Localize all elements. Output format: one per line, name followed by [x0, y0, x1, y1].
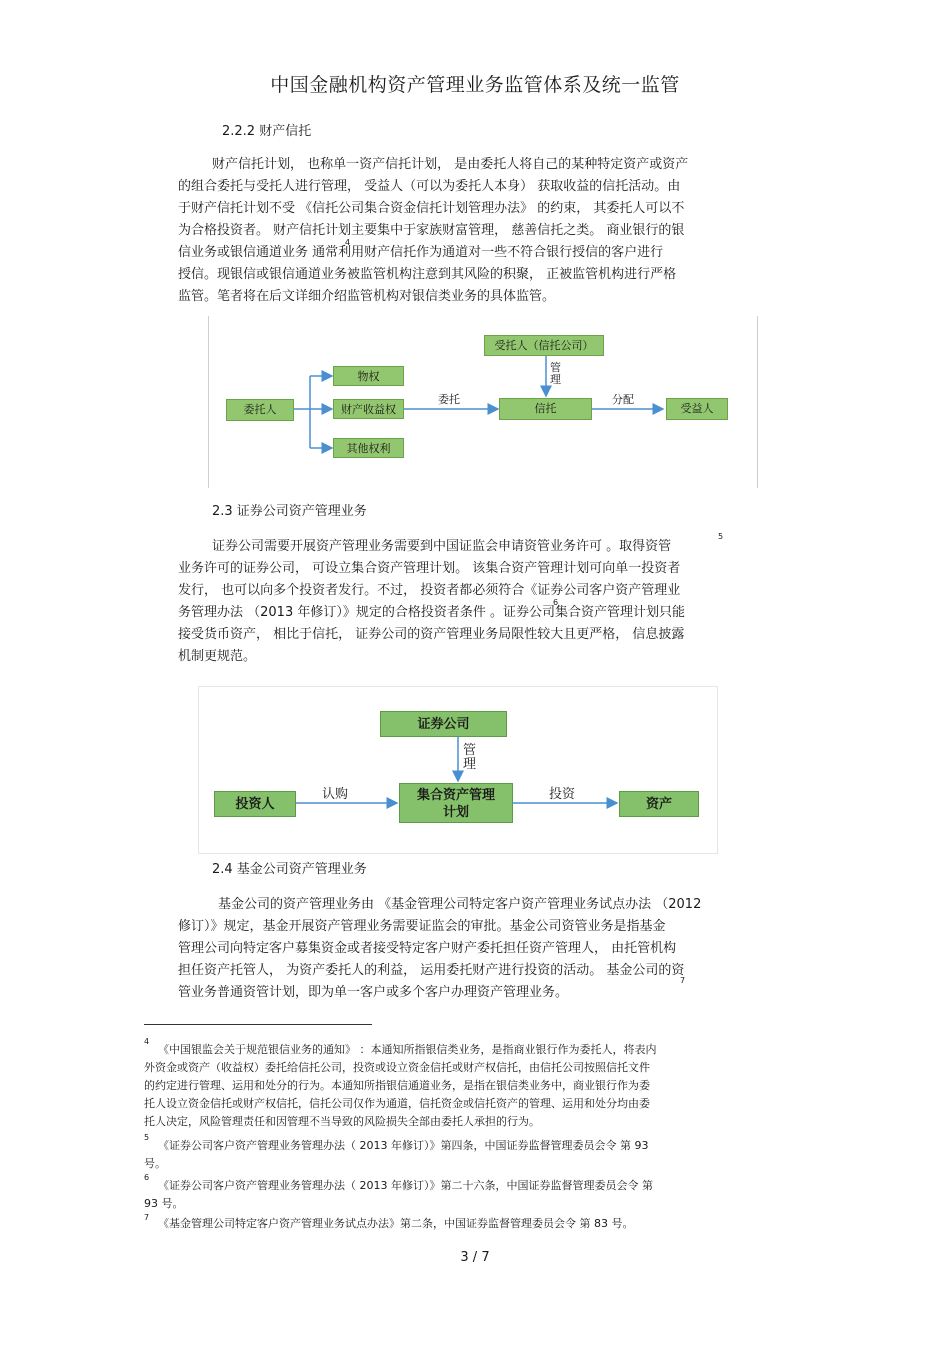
manage-label: 管理 — [463, 743, 477, 772]
text-line: 发行， 也可以向多个投资者发行。不过， 投资者都必须符合《证券公司客户资产管理业 — [178, 583, 681, 598]
collective-plan-box — [399, 783, 513, 823]
assets-box: 资产 — [619, 791, 699, 817]
footnote-number: 6 — [144, 1173, 150, 1182]
footnote-number: 7 — [144, 1213, 150, 1222]
text-line: 业务许可的证券公司， 可设立集合资产管理计划。 该集合资产管理计划可向单一投资者 — [178, 561, 681, 576]
footnote-line: 的约定进行管理、运用和处分的行为。本通知所指银信通道业务，是指在银信类业务中，商业银行作为委 — [144, 1079, 650, 1092]
footnote-separator — [144, 1024, 372, 1025]
securities-company-box: 证券公司 — [380, 711, 507, 737]
text-line: 财产信托计划， 也称单一资产信托计划， 是由委托人将自己的某种特定资产或资产 — [212, 157, 689, 172]
footnote-line: 托人决定，风险管理责任和因管理不当导致的风险损失全部由委托人承担的行为。 — [144, 1115, 540, 1128]
footnote-line: 外资金或资产（收益权）委托给信托公司，投资或设立资金信托或财产权信托，由信托公司按照信托文件 — [144, 1061, 650, 1074]
text-line: 管业务普通资管计划，即为单一客户或多个客户办理资产管理业务。 — [178, 985, 569, 1000]
text-line: 的组合委托与受托人进行管理， 受益人（可以为委托人本身） 获取收益的信托活动。由 — [178, 179, 681, 194]
section-heading-2-4: 2.4 基金公司资产管理业务 — [212, 862, 367, 877]
footnote-line: 《中国银监会关于规范银信业务的通知》 ：本通知所指银信类业务，是指商业银行作为委托人，将表内 — [158, 1043, 657, 1056]
collective-plan-label-2: 计划 — [442, 805, 469, 820]
text-line: 为合格投资者。 财产信托计划主要集中于家族财富管理， 慈善信托之类。 商业银行的银 — [178, 223, 685, 238]
income-right-box: 财产收益权 — [333, 399, 404, 419]
section-heading-2-3: 2.3 证券公司资产管理业务 — [212, 504, 367, 519]
footnote-number: 5 — [144, 1133, 150, 1142]
footnote-line: 93 号。 — [144, 1197, 184, 1210]
footnote-ref-5: 5 — [718, 532, 724, 541]
investor-box: 投资人 — [214, 791, 296, 817]
text-line: 修订）》规定，基金开展资产管理业务需要证监会的审批。基金公司资管业务是指基金 — [178, 919, 666, 934]
trustee-box: 受托人（信托公司） — [484, 335, 604, 356]
footnote-line: 托人设立资金信托或财产权信托，信托公司仅作为通道，信托资金或信托资产的管理、运用和处分均由委 — [144, 1097, 650, 1110]
text-line: 于财产信托计划不受 《信托公司集合资金信托计划管理办法》 的约束， 其委托人可以不 — [178, 201, 685, 216]
text-line: 基金公司的资产管理业务由 《基金管理公司特定客户资产管理业务试点办法 （2012 — [218, 897, 702, 912]
text-line: 担任资产托管人， 为资产委托人的利益， 运用委托财产进行投资的活动。 基金公司的资 — [178, 963, 685, 978]
footnote-line: 《基金管理公司特定客户资产管理业务试点办法》第二条，中国证券监督管理委员会令 第 83 号。 — [158, 1217, 634, 1230]
text-line: 务管理办法 （2013 年修订）》规定的合格投资者条件 。证券公司集合资产管理计划只能 — [178, 605, 685, 620]
footnote-line: 号。 — [144, 1157, 166, 1170]
beneficiary-box: 受益人 — [666, 398, 728, 420]
property-trust-diagram — [208, 316, 758, 488]
footnote-ref-6: 6 — [553, 598, 559, 607]
text-line: 接受货币资产， 相比于信托， 证券公司的资产管理业务局限性较大且更严格， 信息披露 — [178, 627, 685, 642]
manage-label: 管理 — [550, 361, 561, 386]
invest-label: 投资 — [549, 787, 576, 802]
subscribe-label: 认购 — [322, 787, 349, 802]
footnote-ref-4: 4 — [345, 238, 351, 247]
text-line: 机制更规范。 — [178, 649, 257, 664]
footnote-line: 《证券公司客户资产管理业务管理办法（ 2013 年修订）》第四条，中国证券监督管理委员会令 第 93 — [158, 1139, 649, 1152]
collective-plan-label-1: 集合资产管理 — [416, 788, 495, 803]
section-heading-2-2-2: 2.2.2 财产信托 — [222, 124, 312, 139]
footnote-line: 《证券公司客户资产管理业务管理办法（ 2013 年修订）》第二十六条，中国证券监督管理委员会令 第 — [158, 1179, 653, 1192]
text-line: 信业务或银信通道业务 通常利用财产信托作为通道对一些不符合银行授信的客户进行 — [178, 245, 664, 260]
page-number: 3 / 7 — [460, 1250, 490, 1265]
other-rights-box: 其他权利 — [333, 438, 404, 458]
settlor-box: 委托人 — [226, 399, 294, 421]
trust-box: 信托 — [499, 398, 592, 420]
text-line: 管理公司向特定客户募集资金或者接受特定客户财产委托担任资产管理人， 由托管机构 — [178, 941, 677, 956]
footnote-number: 4 — [144, 1037, 150, 1046]
property-right-box: 物权 — [333, 366, 404, 386]
text-line: 监管。笔者将在后文详细介绍监管机构对银信类业务的具体监管。 — [178, 289, 556, 304]
collective-plan-diagram — [198, 686, 718, 854]
text-line: 证券公司需要开展资产管理业务需要到中国证监会申请资管业务许可 。取得资管 — [212, 539, 672, 554]
footnote-ref-7: 7 — [680, 976, 686, 985]
text-line: 授信。现银信或银信通道业务被监管机构注意到其风险的积聚， 正被监管机构进行严格 — [178, 267, 677, 282]
entrust-label: 委托 — [438, 393, 460, 406]
distribute-label: 分配 — [612, 393, 634, 406]
document-title: 中国金融机构资产管理业务监管体系及统一监管 — [270, 74, 680, 96]
